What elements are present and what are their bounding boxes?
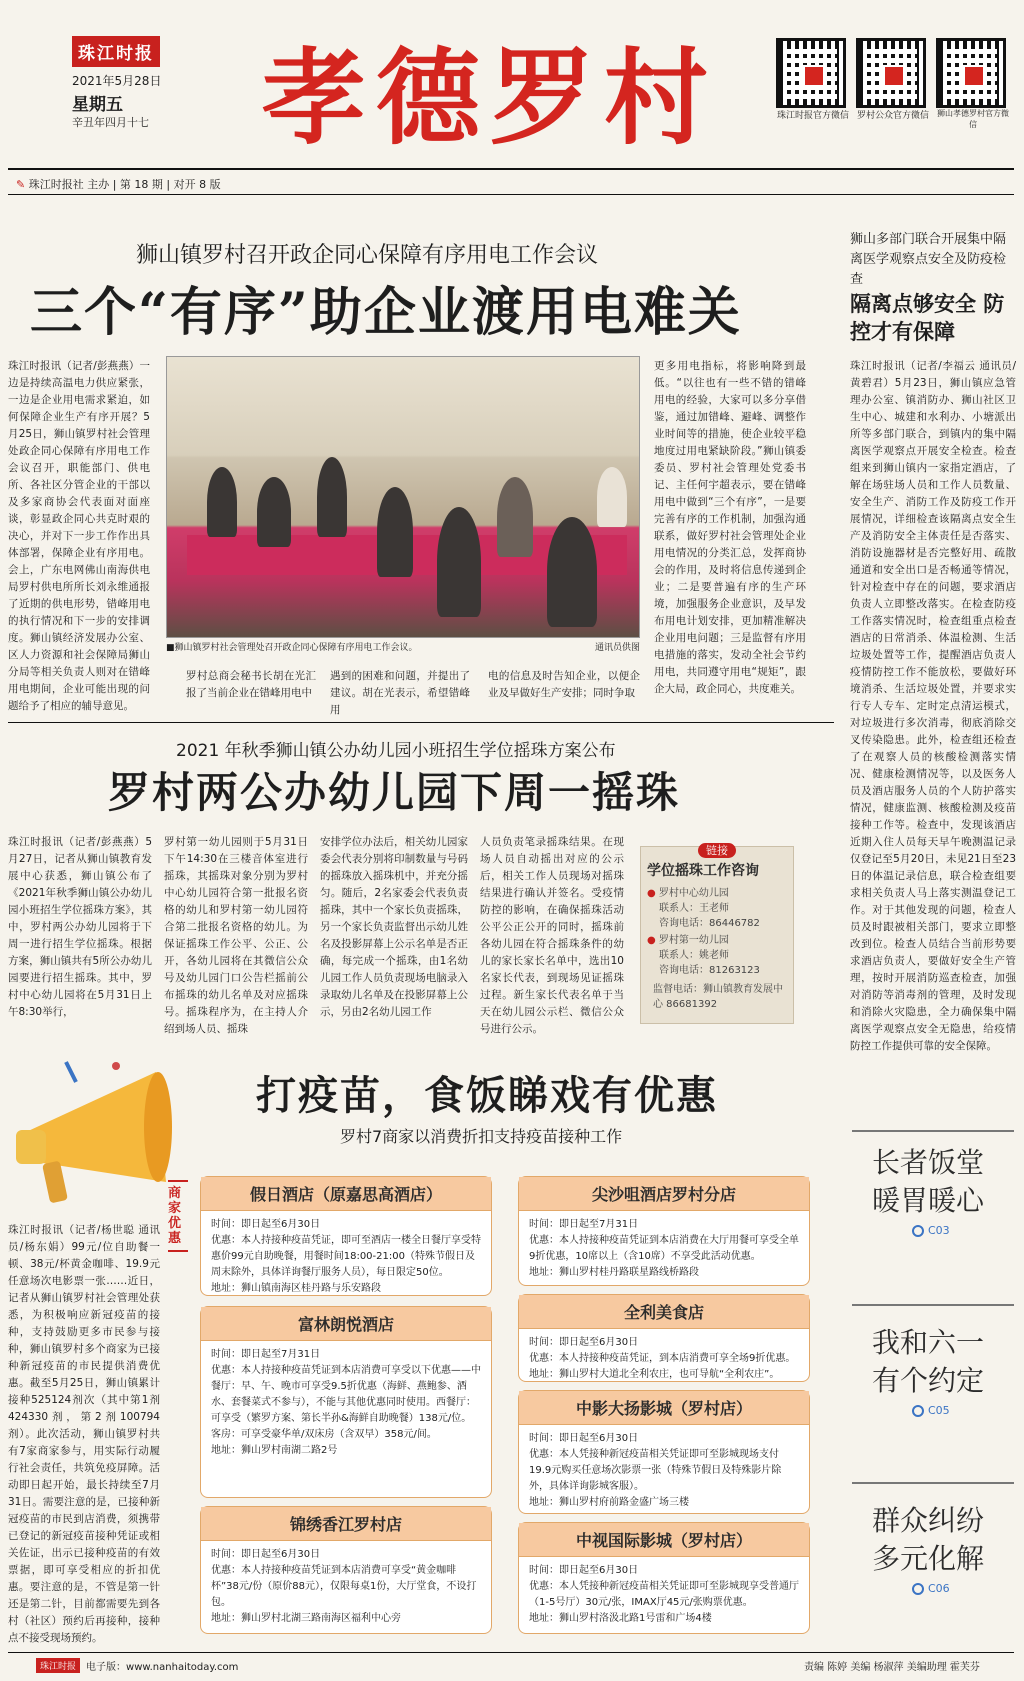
info-pages: 对开 8 版: [173, 178, 221, 191]
photo-caption-row: [166, 640, 640, 653]
consult-entry-1: ● 罗村中心幼儿园 联系人：王老师 咨询电话：86446782: [647, 888, 760, 929]
footer-site[interactable]: 电子版：www.nanhaitoday.com: [86, 1662, 239, 1673]
qr-caption: 珠江时报官方微信: [776, 111, 849, 121]
teaser-title: 长者饭堂 暖胃暖心: [872, 1146, 985, 1217]
page-ref-icon: [912, 1405, 924, 1417]
article3-tag: 商家优惠: [168, 1180, 188, 1252]
teaser-2[interactable]: [872, 1324, 1012, 1417]
teaser-1[interactable]: [872, 1144, 1012, 1237]
article3-body: 珠江时报讯（记者/杨世聪 通讯员/杨东娟）99元/位自助餐一顿、38元/杯黄金咖啡、19.9元任意场次电影票一张……近日，记者从狮山镇罗村社会管理处获悉，为积极响应新冠疫苗的接种，支持鼓励更多市民参与接种，狮山镇罗村多个商家为已接种新冠疫苗的市民提供消费优惠。截至5月25日，狮山镇累计接种525124剂次（其中第1剂424330剂，第2剂100794剂）。此次活动，狮山镇罗村共有7家商家参与，用实际行动履行社会责任，共筑免疫屏障。活动即日起开始，最长持续至7月31日。需要注意的是，已接种新冠疫苗的市民到店消费，须携带已登记的新冠疫苗接种凭证或相关佐证，出示已接种疫苗的有效票据，即可享受相应的折扣优惠。要注意的是，不管是第一针还是第二针，目前都需要先到各村（社区）预约后再接种，接种点不接受现场预约。: [8, 1224, 160, 1644]
article3-subhead: 罗村7商家以消费折扣支持疫苗接种工作: [340, 1127, 623, 1146]
consult-entry-2: ● 罗村第一幼儿园 联系人：姚老师 咨询电话：81263123: [647, 935, 760, 976]
megaphone-illustration: [6, 1052, 176, 1222]
info-bar: ✎ 珠江时报社 主办 | 第 18 期 | 对开 8 版: [16, 178, 221, 191]
store-card: [518, 1176, 810, 1286]
store-card: [200, 1506, 492, 1634]
qr-code-3: [936, 38, 1010, 130]
sidebar-body: 珠江时报讯（记者/李福云 通讯员/黄碧君）5月23日，狮山镇应急管理办公室、镇消防办、狮山社区卫生中心、城建和水利办、小塘派出所等多部门联合，到镇内的集中隔离医学观察点开展安全检查。检查组来到狮山镇内一家指定酒店，了解在场驻场人员和工作人员数量、安全生产、消防工作及防疫工作开展情况，详细检查该隔离点安全生产及消防安全主体责任是否落实、消防设施器材是否完整好用、疏散通道和安全出口是否畅通等情况，针对检查中存在的问题，要求酒店负责人立即整改落实。在检查防疫工作落实情况时，检查组重点检查酒店的日常消杀、体温检测、生活垃圾处置等工作，提醒酒店负责人疫情防控工作不能放松，要做好环境消杀、生活垃圾处置，并要求实行专人专车、定时定点清运模式，对垃圾进行多次消毒，彻底消除交叉传染隐患。此外，检查组还检查了在观察人员的核酸检测落实情况、健康检测情况等，以及医务人员及酒店服务人员的个人防护落实情况，健康监测、核酸检测及疫苗接种工作等。检查中，发现该酒店近期入住人员每天早午晚测温记录仅登记至5月20日，未见21日至23日的体温记录信息，联合检查组要求相关负责人马上落实测温登记工作。对于其他发现的问题，检查人员及时跟被相关部门，要求立即整改到位。检查人员结合当前形势要求酒店负责人，要做好安全生产管理，按时开展消防巡查检查，加强对消防等消毒剂的管理，及时发现和消除火灾隐患，全力确保集中隔离医学观察点安全无隐患，给疫情防控工作提供可靠的安全保障。: [850, 360, 1016, 1052]
store-name: 尖沙咀酒店罗村分店: [519, 1177, 809, 1211]
bullet-icon: ●: [647, 935, 656, 946]
store-name: 中影大扬影城（罗村店）: [519, 1391, 809, 1425]
info-sponsor: 珠江时报社 主办: [28, 178, 110, 191]
teaser-title: 我和六一 有个约定: [872, 1326, 985, 1397]
teaser-3[interactable]: [872, 1502, 1012, 1595]
article2-headline: 罗村两公办幼儿园下周一摇珠: [108, 768, 681, 817]
store-name: 全利美食店: [519, 1295, 809, 1329]
store-address: 地址：狮山罗村桂丹路联星路线桥路段: [529, 1267, 699, 1278]
store-name: 锦绣香江罗村店: [201, 1507, 491, 1541]
article1-headline: 三个“有序”助企业渡用电难关: [30, 282, 742, 343]
sidebar-kicker: 狮山多部门联合开展集中隔离医学观察点安全及防疫检查: [850, 232, 1007, 287]
store-address: 地址：狮山罗村南湖二路2号: [211, 1445, 338, 1456]
sidebar-headline: 隔离点够安全 防控才有保障: [850, 291, 1005, 344]
article1-body-bottom2: 遇到的困难和问题，并提出了建议。胡在光表示，希望错峰用: [330, 670, 470, 716]
page-ref-icon: [912, 1225, 924, 1237]
pen-icon: ✎: [16, 178, 26, 191]
info-issue: 第 18 期: [119, 178, 163, 191]
store-offer: 优惠：本人持接种疫苗凭证到本店消费可享受“黄金咖啡杯”38元/份（原价88元），仅限每桌1份，大厅堂食，不设打包。: [211, 1565, 477, 1608]
photo-caption: ■狮山镇罗村社会管理处召开政企同心保障有序用电工作会议。: [166, 643, 418, 653]
teaser-page: C05: [928, 1404, 950, 1417]
article2-body-col2: 罗村第一幼儿园则于5月31日下午14:30在三楼音体室进行摇珠，其摇珠对象分别为罗村中心幼儿园符合第一批报名资格的幼儿和罗村第一幼儿园符合第二批报名资格的幼儿。为保证摇珠工作公平、公正、公开，各幼儿园将在其微信公众号及幼儿园门口公告栏摇前公布摇珠的幼儿名单及对应摇珠号。摇珠程序为，在主持人介绍到场人员、摇珠: [164, 836, 308, 1035]
teaser-page: C03: [928, 1224, 950, 1237]
store-time: 时间：即日起至6月30日: [529, 1565, 639, 1576]
megaphone-icon: [6, 1052, 176, 1222]
consult-badge: 链接: [698, 843, 736, 858]
store-address: 地址：狮山镇南海区桂丹路与乐安路段: [211, 1283, 381, 1294]
article1-kicker: 狮山镇罗村召开政企同心保障有序用电工作会议: [136, 243, 599, 268]
qr-code-2: [856, 38, 930, 121]
footer-credits: 责编 陈婷 美编 杨淑萍 美编助理 霍芙芬: [804, 1662, 980, 1673]
photo-credit: 通讯员供图: [594, 643, 640, 653]
store-card: [200, 1176, 492, 1296]
footer-left: [36, 1658, 238, 1673]
store-name: 假日酒店（原嘉思高酒店）: [201, 1177, 491, 1211]
article1-body-bottom1: 罗村总商会秘书长胡在光汇报了当前企业在错峰用电中: [186, 670, 316, 699]
qr-icon: [936, 38, 1006, 108]
consult-title: 学位摇珠工作咨询: [647, 863, 759, 879]
qr-icon: [776, 38, 846, 108]
store-card: [518, 1390, 810, 1514]
consult-supervise: 监督电话：狮山镇教育发展中心 86681392: [653, 984, 783, 1010]
qr-icon: [856, 38, 926, 108]
page-ref-icon: [912, 1583, 924, 1595]
teaser-title: 群众纠纷 多元化解: [872, 1504, 985, 1575]
store-address: 地址：狮山罗村大道北全利农庄，也可导航“全利农庄”。: [529, 1369, 780, 1380]
store-offer: 优惠：本人持接种疫苗凭证，即可至酒店一楼全日餐厅享受特惠价99元自助晚餐，用餐时间18:00-21:00（特殊节假日及周末除外，具体详询餐厅服务人员），每日限定50位。: [211, 1235, 481, 1278]
store-offer: 优惠：本人持接种疫苗凭证，到本店消费可享全场9折优惠。: [529, 1353, 796, 1364]
footer-logo: 珠江时报: [36, 1658, 80, 1673]
store-offer: 优惠：本人持接种疫苗凭证到本店消费在大厅用餐可享受全单9折优惠，10席以上（含10席）不享受此活动优惠。: [529, 1235, 799, 1262]
article2-rule: [8, 722, 834, 723]
store-card: [518, 1294, 810, 1382]
article3-headline: 打疫苗，食饭睇戏有优惠: [256, 1072, 718, 1119]
article2-body-col1: 珠江时报讯（记者/彭燕燕）5月27日，记者从狮山镇教育发展中心获悉，狮山镇公布了《2021年秋季狮山镇公办幼儿园小班招生学位摇珠方案》，其中，罗村两公办幼儿园将于下周一进行招生学位摇珠。根据方案，狮山镇共有5所公办幼儿园要进行招生摇珠。其中，罗村中心幼儿园将在5月31日上午8:30举行，: [8, 836, 152, 1018]
store-time: 时间：即日起至6月30日: [211, 1219, 321, 1230]
store-address: 地址：狮山罗村洛汲北路1号雷和广场4楼: [529, 1613, 712, 1624]
store-time: 时间：即日起至6月30日: [211, 1549, 321, 1560]
masthead-title: 孝德罗村: [262, 36, 719, 159]
bullet-icon: ●: [647, 888, 656, 899]
store-card: [518, 1522, 810, 1634]
store-offer: 优惠：本人凭接种新冠疫苗相关凭证即可至影城现场支付19.9元购买任意场次影票一张（特殊节假日及特殊影片除外，具体详询影城客服）。: [529, 1449, 782, 1492]
qr-caption: 罗村公众官方微信: [856, 111, 929, 121]
consult-box: [640, 846, 794, 1024]
store-address: 地址：狮山罗村北湖三路南海区福利中心旁: [211, 1613, 401, 1624]
masthead-rule: [8, 168, 1014, 170]
store-address: 地址：狮山罗村府前路金盛广场三楼: [529, 1497, 689, 1508]
store-time: 时间：即日起至7月31日: [211, 1349, 321, 1360]
store-time: 时间：即日起至6月30日: [529, 1433, 639, 1444]
store-time: 时间：即日起至6月30日: [529, 1337, 639, 1348]
issue-lunar-date: 辛丑年四月十七: [72, 116, 149, 129]
store-offer: 优惠：本人凭接种新冠疫苗相关凭证即可至影城现享受普通厅（1-5号厅）30元/张，IMAX厅45元/张购票优惠。: [529, 1581, 799, 1608]
teaser-page: C06: [928, 1582, 950, 1595]
store-offer: 优惠：本人持接种疫苗凭证到本店消费可享受以下优惠——中餐厅：早、午、晚市可享受9.5折优惠（海鲜、燕鲍参、酒水、套餐菜式不参与），不能与其他优惠同时使用。西餐厅：可享受（繁罗方案、第长半孙&海鲜自助晚餐）138元/位。客房：可享受豪华单/双床房（含双早）358元/间。: [211, 1365, 481, 1440]
qr-caption: 狮山孝德罗村官方微信: [937, 109, 1009, 129]
store-card: [200, 1306, 492, 1498]
store-name: 中视国际影城（罗村店）: [519, 1523, 809, 1557]
info-rule: [8, 194, 1014, 195]
meeting-photo: [166, 356, 640, 638]
article1-body-bottom3: 电的信息及时告知企业，以便企业及早做好生产安排；同时争取: [488, 670, 640, 699]
issue-weekday: 星期五: [72, 95, 123, 115]
store-name: 富林朗悦酒店: [201, 1307, 491, 1341]
article1-body-col1: 珠江时报讯（记者/彭燕燕）一边是持续高温电力供应紧张，一边是企业用电需求紧迫，如何保障企业生产有序开展？5月25日，狮山镇罗村社会管理处政企同心保障有序用电工作会议召开，职能部门、供电所、各社区分管企业的干部以及多家商协会代表面对面座谈，彰显政企同心共克时艰的决心，并对下一步工作作出具体部署，保障企业有序用电。会上，广东电网佛山南海供电局罗村供电所所长刘永维通报了近期的供电形势，错峰用电的执行情况和下一步的安排调度。狮山镇经济发展办公室、区人力资源和社会保障局狮山分局等相关负责人则对在错峰用电期间，企业可能出现的问题给予了相应的辅导意见。: [8, 360, 150, 712]
issue-date: 2021年5月28日: [72, 74, 162, 88]
article2-body-col3: 安排学位办法后，相关幼儿园家委会代表分别将印制数量与号码的摇珠放入摇珠机中，并充分摇匀。随后，2名家委会代表负责摇珠，其中一个家长负责摇珠，另一个家长负责监督出示幼儿姓名及投影屏幕上公示名单是否正确，每完成一个摇珠，由1名幼儿园工作人员负责现场电脑录入录取幼儿名单及在投影屏幕上公示，另由2名幼儿园工作: [320, 836, 468, 1018]
paper-logo: 珠江时报: [72, 36, 160, 67]
qr-code-1: [776, 38, 850, 121]
article2-kicker: 2021 年秋季狮山镇公办幼儿园小班招生学位摇珠方案公布: [176, 741, 616, 761]
store-time: 时间：即日起至7月31日: [529, 1219, 639, 1230]
article2-body-col4: 人员负责笔录摇珠结果。在现场人员自动摇出对应的公示后，相关工作人员现场对摇珠结果进行确认并签名。受疫情防控的影响，在确保摇珠活动公平公正公开的同时，摇珠前各幼儿园在符合摇珠条件的幼儿的家长家长名单中，选出10名家长代表，到现场见证摇珠过程。新生家长代表名单于当天在幼儿园公示栏、微信公众号进行公示。: [480, 836, 624, 1035]
article1-body-col4: 更多用电指标，将影响降到最低。“以往也有一些不错的错峰用电的经验，大家可以多分享借鉴，通过加错峰、避峰、调整作业时间等的措施，使企业较平稳地度过用电紧缺阶段。”狮山镇委委员、罗村社会管理处党委书记、主任何宇超表示，要在错峰用电中做到“三个有序”，一是要完善有序的工作机制，加强沟通联系，做好罗村社会管理处企业用电情况的分类汇总，发挥商协会的作用，及时将信息传递到企业；二是要普遍有序的生产环境，加强服务企业意识，及早发布用电计划安排，更加精准解决企业用电问题；三是监督有序用电措施的落实，发动全社会节约用电，共同遵守用电“规矩”，跟企大局，政企同心，共度难关。: [654, 360, 806, 695]
